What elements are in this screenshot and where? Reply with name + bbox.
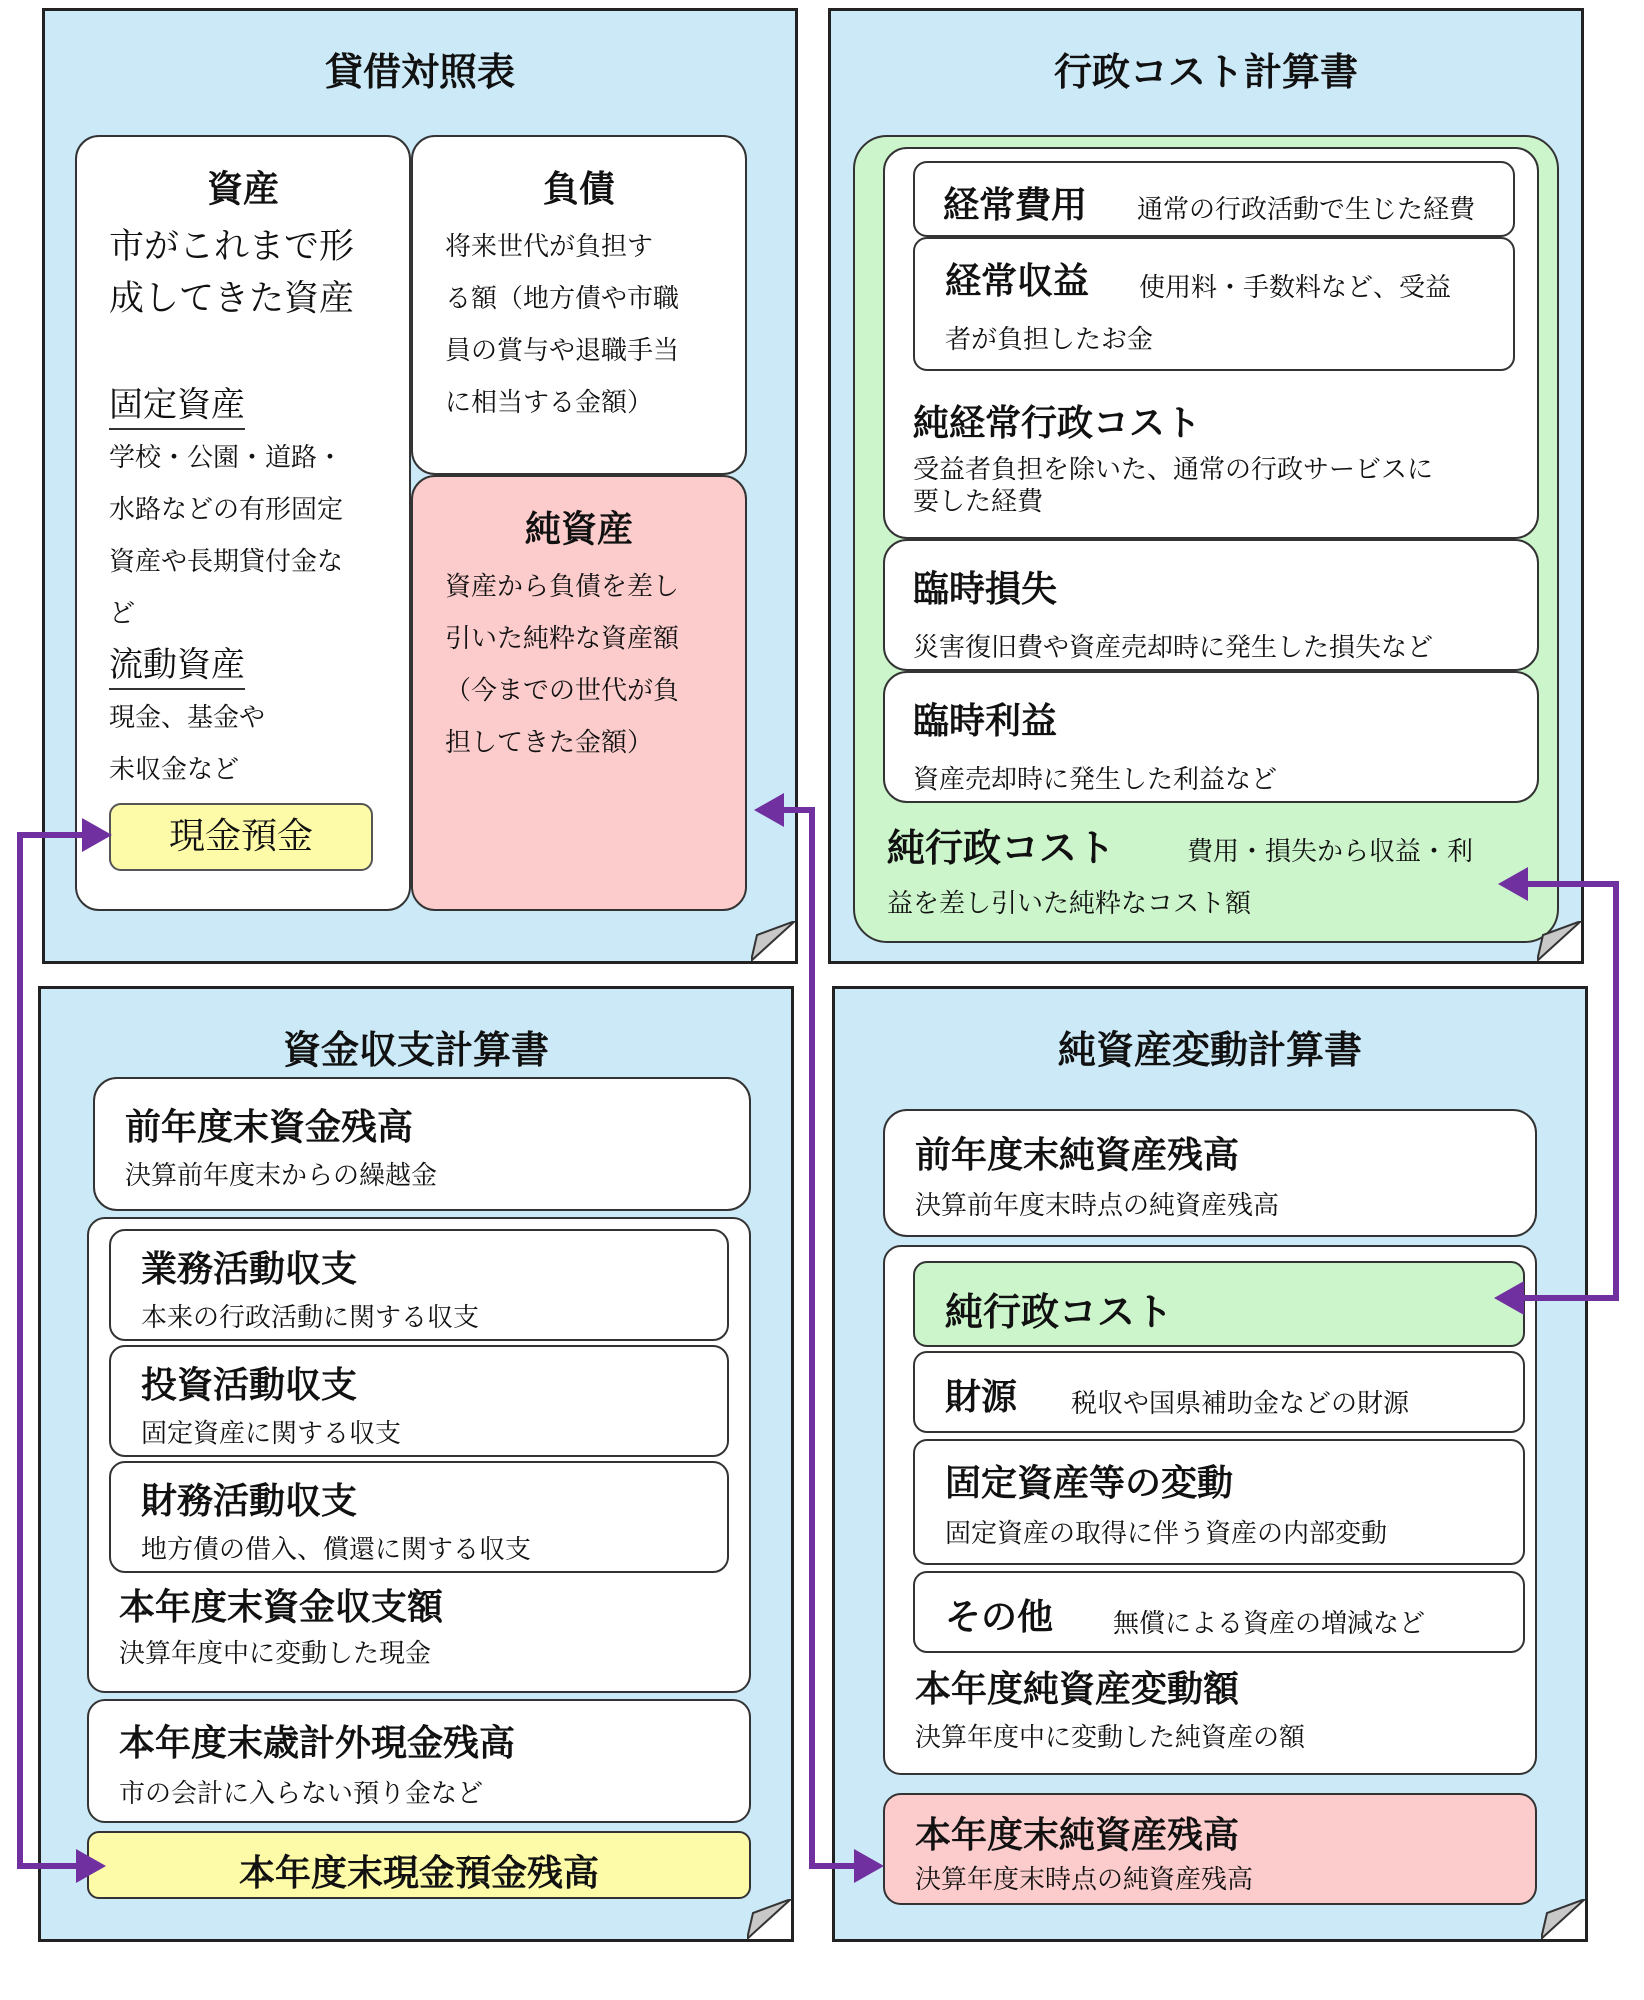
na-prior-balance-desc: 決算前年度末時点の純資産残高 — [915, 1191, 1280, 1221]
fixed-assets-line: 水路などの有形固定 — [109, 495, 344, 525]
net-assets-line: 担してきた金額） — [445, 728, 654, 758]
arrow-head-icon — [82, 818, 112, 852]
cash-flow-title: 資金収支計算書 — [282, 1028, 549, 1072]
assets-desc-line1: 市がこれまで形 — [109, 227, 355, 267]
liabilities-heading: 負債 — [542, 169, 615, 210]
cash-deposit-box: 現金預金 — [109, 803, 373, 871]
na-net-admin-cost-heading: 純行政コスト — [945, 1290, 1174, 1334]
fixed-assets-line: 資産や長期貸付金な — [109, 547, 344, 577]
operating-desc: 本来の行政活動に関する収支 — [141, 1303, 480, 1333]
arrow-head-icon — [1498, 867, 1528, 901]
ordinary-expense-heading: 経常費用 — [943, 185, 1088, 226]
net-admin-cost-desc: 費用・損失から収益・利 — [1187, 837, 1474, 867]
cash-link-line — [20, 835, 98, 1866]
fixed-assets-line: 学校・公園・道路・ — [109, 443, 344, 473]
extraordinary-gain-desc: 資産売却時に発生した利益など — [913, 765, 1278, 795]
balance-sheet-title: 貸借対照表 — [324, 50, 515, 94]
liabilities-line: 将来世代が負担す — [445, 232, 654, 262]
cash-prior-balance-desc: 決算前年度末からの繰越金 — [125, 1161, 438, 1191]
liabilities-line: る額（地方債や市職 — [445, 284, 680, 314]
liabilities-line: に相当する金額） — [445, 388, 654, 418]
extraordinary-loss-heading: 臨時損失 — [913, 569, 1058, 610]
net-ordinary-cost-heading: 純経常行政コスト — [913, 403, 1202, 444]
fixed-asset-change-heading: 固定資産等の変動 — [945, 1463, 1234, 1504]
net-admin-cost-desc: 益を差し引いた純粋なコスト額 — [887, 889, 1252, 919]
financing-desc: 地方債の借入、償還に関する収支 — [141, 1535, 532, 1565]
net-assets-link-line — [768, 810, 870, 1866]
assets-heading: 資産 — [206, 169, 279, 210]
net-admin-cost-heading: 純行政コスト — [887, 826, 1116, 870]
na-prior-balance-heading: 前年度末純資産残高 — [915, 1135, 1240, 1176]
cash-current-change-heading: 本年度末資金収支額 — [119, 1587, 444, 1628]
arrow-head-icon — [854, 1849, 884, 1883]
arrow-head-icon — [1494, 1281, 1524, 1315]
ordinary-revenue-desc: 使用料・手数料など、受益 — [1139, 273, 1452, 303]
extraordinary-loss-desc: 災害復旧費や資産売却時に発生した損失など — [913, 633, 1434, 663]
net-ordinary-cost-desc: 受益者負担を除いた、通常の行政サービスに — [913, 455, 1434, 485]
na-ending-balance-desc: 決算年度末時点の純資産残高 — [915, 1865, 1254, 1895]
ordinary-revenue-desc: 者が負担したお金 — [945, 325, 1154, 355]
off-budget-cash-desc: 市の会計に入らない預り金など — [119, 1779, 484, 1809]
revenue-sources-heading: 財源 — [945, 1377, 1018, 1418]
na-current-change-desc: 決算年度中に変動した純資産の額 — [915, 1723, 1306, 1753]
net-assets-heading: 純資産 — [524, 509, 633, 550]
na-ending-balance-heading: 本年度末純資産残高 — [915, 1815, 1240, 1856]
fixed-assets-heading: 固定資産 — [109, 377, 245, 430]
net-assets-line: 資産から負債を差し — [445, 572, 680, 602]
investing-desc: 固定資産に関する収支 — [141, 1419, 402, 1449]
current-assets-line: 未収金など — [109, 755, 240, 785]
revenue-sources-desc: 税収や国県補助金などの財源 — [1071, 1389, 1410, 1419]
extraordinary-gain-heading: 臨時利益 — [913, 701, 1058, 742]
assets-desc-line2: 成してきた資産 — [109, 279, 355, 319]
fixed-asset-change-desc: 固定資産の取得に伴う資産の内部変動 — [945, 1519, 1388, 1549]
net-assets-line: （今までの世代が負 — [445, 676, 680, 706]
ordinary-revenue-heading: 経常収益 — [945, 261, 1090, 302]
fixed-assets-line: ど — [109, 599, 136, 629]
off-budget-cash-heading: 本年度末歳計外現金残高 — [119, 1723, 516, 1764]
arrow-head-icon — [754, 793, 784, 827]
net-admin-cost-link-line — [1508, 884, 1616, 1298]
other-change-desc: 無償による資産の増減など — [1113, 1609, 1426, 1639]
ordinary-expense-desc: 通常の行政活動で生じた経費 — [1137, 195, 1476, 225]
cash-current-change-desc: 決算年度中に変動した現金 — [119, 1639, 432, 1669]
other-change-heading: その他 — [945, 1597, 1054, 1638]
arrow-head-icon — [76, 1849, 106, 1883]
cash-prior-balance-heading: 前年度末資金残高 — [125, 1107, 414, 1148]
current-assets-heading: 流動資産 — [109, 637, 245, 690]
operating-heading: 業務活動収支 — [141, 1249, 358, 1290]
admin-cost-title: 行政コスト計算書 — [1053, 50, 1358, 94]
liabilities-line: 員の賞与や退職手当 — [445, 336, 680, 366]
ending-cash-heading: 本年度末現金預金残高 — [238, 1853, 599, 1894]
current-assets-line: 現金、基金や — [109, 703, 266, 733]
net-assets-line: 引いた純粋な資産額 — [445, 624, 680, 654]
investing-heading: 投資活動収支 — [141, 1365, 358, 1406]
net-assets-change-title: 純資産変動計算書 — [1057, 1028, 1362, 1072]
net-ordinary-cost-desc: 要した経費 — [913, 487, 1044, 517]
financing-heading: 財務活動収支 — [141, 1481, 358, 1522]
na-current-change-heading: 本年度純資産変動額 — [915, 1669, 1240, 1710]
